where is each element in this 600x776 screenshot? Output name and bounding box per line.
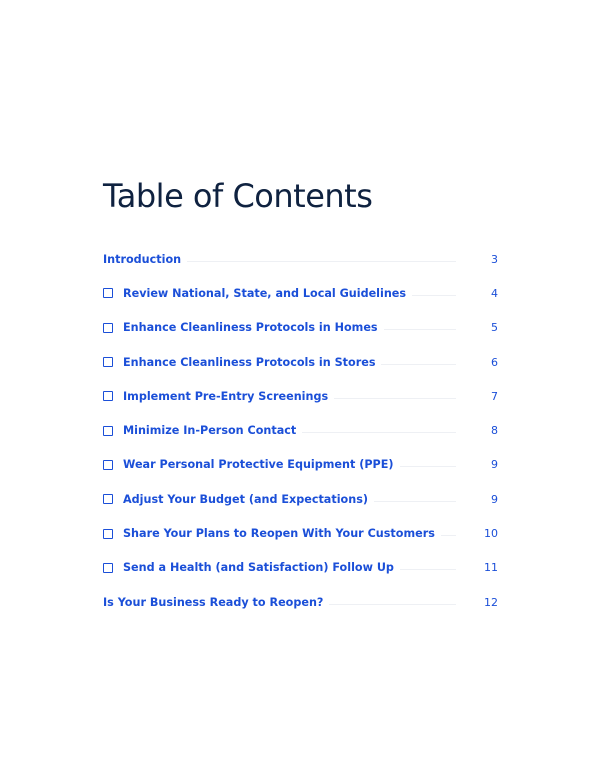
toc-entry-label: Minimize In-Person Contact	[123, 424, 297, 438]
toc-entry-business-ready[interactable]	[103, 585, 498, 619]
toc-page-number: 10	[484, 527, 498, 541]
toc-entry-wear-ppe[interactable]	[103, 448, 498, 482]
toc-entry-share-plans[interactable]	[103, 516, 498, 550]
checkbox-icon[interactable]	[103, 288, 113, 298]
toc-entry-introduction[interactable]	[103, 242, 498, 276]
toc-entry-review-guidelines[interactable]	[103, 276, 498, 310]
toc-entry-label: Wear Personal Protective Equipment (PPE)	[123, 458, 394, 472]
toc-entry-label: Implement Pre-Entry Screenings	[123, 389, 329, 403]
checkbox-icon[interactable]	[103, 529, 113, 539]
toc-page-number: 9	[491, 458, 498, 472]
toc-page-number: 7	[491, 389, 498, 403]
toc-entry-adjust-budget[interactable]	[103, 482, 498, 516]
toc-page-number: 11	[484, 561, 498, 575]
toc-entry-label: Is Your Business Ready to Reopen?	[103, 595, 324, 609]
checkbox-icon[interactable]	[103, 391, 113, 401]
toc-entry-health-follow-up[interactable]	[103, 551, 498, 585]
toc-entry-pre-entry-screenings[interactable]	[103, 379, 498, 413]
toc-entry-label: Send a Health (and Satisfaction) Follow Up	[123, 561, 394, 575]
leader-line	[334, 398, 456, 399]
leader-line	[441, 535, 456, 536]
toc-page-number: 4	[491, 286, 498, 300]
toc-entry-label: Adjust Your Budget (and Expectations)	[123, 492, 368, 506]
toc-entry-cleanliness-stores[interactable]	[103, 345, 498, 379]
toc-entry-cleanliness-homes[interactable]	[103, 311, 498, 345]
toc-entry-label: Introduction	[103, 252, 182, 266]
checkbox-icon[interactable]	[103, 494, 113, 504]
leader-line	[384, 329, 456, 330]
toc-entry-label: Enhance Cleanliness Protocols in Stores	[123, 355, 376, 369]
leader-line	[302, 432, 456, 433]
leader-line	[400, 569, 456, 570]
toc-page-number: 3	[491, 252, 498, 266]
toc-page-number: 8	[491, 424, 498, 438]
checkbox-icon[interactable]	[103, 460, 113, 470]
leader-line	[400, 466, 457, 467]
table-of-contents	[103, 242, 498, 619]
toc-entry-label: Review National, State, and Local Guidelines	[123, 286, 407, 300]
toc-entry-label: Share Your Plans to Reopen With Your Customers	[123, 527, 435, 541]
toc-page-number: 12	[484, 595, 498, 609]
checkbox-icon[interactable]	[103, 357, 113, 367]
toc-page-number: 5	[491, 321, 498, 335]
leader-line	[381, 364, 456, 365]
toc-entry-label: Enhance Cleanliness Protocols in Homes	[123, 321, 378, 335]
checkbox-icon[interactable]	[103, 563, 113, 573]
leader-line	[374, 501, 456, 502]
checkbox-icon[interactable]	[103, 426, 113, 436]
leader-line	[187, 261, 456, 262]
leader-line	[412, 295, 456, 296]
checkbox-icon[interactable]	[103, 323, 113, 333]
toc-page-number: 9	[491, 492, 498, 506]
toc-page-number: 6	[491, 355, 498, 369]
toc-entry-minimize-contact[interactable]	[103, 413, 498, 447]
page-title: Table of Contents	[103, 177, 373, 215]
leader-line	[329, 604, 456, 605]
